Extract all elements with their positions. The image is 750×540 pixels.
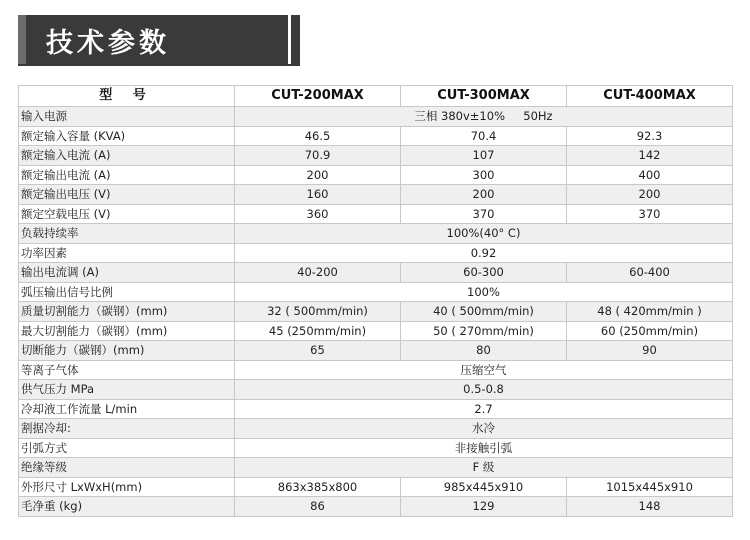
row-value: 86 bbox=[235, 497, 401, 517]
table-row bbox=[19, 380, 733, 400]
row-value: 65 bbox=[235, 341, 401, 361]
table-row bbox=[19, 243, 733, 263]
row-value: 40-200 bbox=[235, 263, 401, 283]
row-label: 负载持续率 bbox=[19, 224, 235, 244]
table-row bbox=[19, 146, 733, 166]
row-value: 45 (250mm/min) bbox=[235, 321, 401, 341]
row-value: 142 bbox=[567, 146, 733, 166]
row-value: 129 bbox=[401, 497, 567, 517]
row-label: 外形尺寸 LxWxH(mm) bbox=[19, 477, 235, 497]
row-value-shared: 压缩空气 bbox=[235, 360, 733, 380]
row-value-shared: 100%(40° C) bbox=[235, 224, 733, 244]
row-label: 绝缘等级 bbox=[19, 458, 235, 478]
row-value: 200 bbox=[401, 185, 567, 205]
row-value: 46.5 bbox=[235, 126, 401, 146]
row-value: 370 bbox=[401, 204, 567, 224]
row-value-shared: 非接触引弧 bbox=[235, 438, 733, 458]
model-name: CUT-300MAX bbox=[401, 86, 567, 107]
row-value: 50 ( 270mm/min) bbox=[401, 321, 567, 341]
row-value: 300 bbox=[401, 165, 567, 185]
row-value: 70.9 bbox=[235, 146, 401, 166]
model-header: 型 号 bbox=[19, 86, 235, 107]
row-value: 48 ( 420mm/min ) bbox=[567, 302, 733, 322]
row-value-shared: 0.92 bbox=[235, 243, 733, 263]
table-row bbox=[19, 497, 733, 517]
table-row bbox=[19, 399, 733, 419]
row-value: 60 (250mm/min) bbox=[567, 321, 733, 341]
row-value-shared: 2.7 bbox=[235, 399, 733, 419]
table-row bbox=[19, 419, 733, 439]
table-row bbox=[19, 360, 733, 380]
row-label: 引弧方式 bbox=[19, 438, 235, 458]
title-underline bbox=[18, 64, 300, 66]
section-title: 技术参数 bbox=[46, 27, 170, 59]
row-value: 92.3 bbox=[567, 126, 733, 146]
row-label: 输出电流调 (A) bbox=[19, 263, 235, 283]
row-value: 400 bbox=[567, 165, 733, 185]
table-row bbox=[19, 107, 733, 127]
row-value: 863x385x800 bbox=[235, 477, 401, 497]
row-label: 输入电源 bbox=[19, 107, 235, 127]
spec-table bbox=[18, 85, 733, 517]
row-label: 功率因素 bbox=[19, 243, 235, 263]
model-name: CUT-200MAX bbox=[235, 86, 401, 107]
table-row bbox=[19, 126, 733, 146]
row-label: 供气压力 MPa bbox=[19, 380, 235, 400]
table-row bbox=[19, 302, 733, 322]
table-row bbox=[19, 458, 733, 478]
row-label: 额定空载电压 (V) bbox=[19, 204, 235, 224]
row-label: 弧压输出信号比例 bbox=[19, 282, 235, 302]
table-row bbox=[19, 263, 733, 283]
row-label: 毛净重 (kg) bbox=[19, 497, 235, 517]
model-name: CUT-400MAX bbox=[567, 86, 733, 107]
section-title-bar bbox=[18, 15, 288, 65]
row-label: 额定输出电压 (V) bbox=[19, 185, 235, 205]
row-label: 割据冷却: bbox=[19, 419, 235, 439]
row-value: 200 bbox=[567, 185, 733, 205]
row-value: 160 bbox=[235, 185, 401, 205]
row-value: 360 bbox=[235, 204, 401, 224]
row-value: 148 bbox=[567, 497, 733, 517]
row-value: 70.4 bbox=[401, 126, 567, 146]
title-accent-bar bbox=[291, 15, 300, 65]
row-label: 额定输入容量 (KVA) bbox=[19, 126, 235, 146]
table-row bbox=[19, 185, 733, 205]
row-label: 最大切割能力（碳钢）(mm) bbox=[19, 321, 235, 341]
table-row bbox=[19, 341, 733, 361]
row-label: 冷却液工作流量 L/min bbox=[19, 399, 235, 419]
row-value: 985x445x910 bbox=[401, 477, 567, 497]
row-value-shared: 100% bbox=[235, 282, 733, 302]
table-row bbox=[19, 282, 733, 302]
row-label: 质量切割能力（碳钢）(mm) bbox=[19, 302, 235, 322]
row-label: 切断能力（碳钢）(mm) bbox=[19, 341, 235, 361]
row-value: 60-400 bbox=[567, 263, 733, 283]
row-value-shared: 水冷 bbox=[235, 419, 733, 439]
row-value-shared: 三相 380v±10% 50Hz bbox=[235, 107, 733, 127]
row-value: 1015x445x910 bbox=[567, 477, 733, 497]
row-value: 40 ( 500mm/min) bbox=[401, 302, 567, 322]
row-value: 90 bbox=[567, 341, 733, 361]
row-label: 额定输入电流 (A) bbox=[19, 146, 235, 166]
table-header-row bbox=[19, 86, 733, 107]
spec-table-body bbox=[19, 107, 733, 517]
table-row bbox=[19, 224, 733, 244]
row-label: 等离子气体 bbox=[19, 360, 235, 380]
row-value: 32 ( 500mm/min) bbox=[235, 302, 401, 322]
row-value-shared: 0.5-0.8 bbox=[235, 380, 733, 400]
row-value: 107 bbox=[401, 146, 567, 166]
row-value-shared: F 级 bbox=[235, 458, 733, 478]
row-value: 80 bbox=[401, 341, 567, 361]
row-value: 60-300 bbox=[401, 263, 567, 283]
row-label: 额定输出电流 (A) bbox=[19, 165, 235, 185]
table-row bbox=[19, 165, 733, 185]
table-row bbox=[19, 204, 733, 224]
table-row bbox=[19, 477, 733, 497]
row-value: 370 bbox=[567, 204, 733, 224]
table-row bbox=[19, 321, 733, 341]
table-row bbox=[19, 438, 733, 458]
row-value: 200 bbox=[235, 165, 401, 185]
